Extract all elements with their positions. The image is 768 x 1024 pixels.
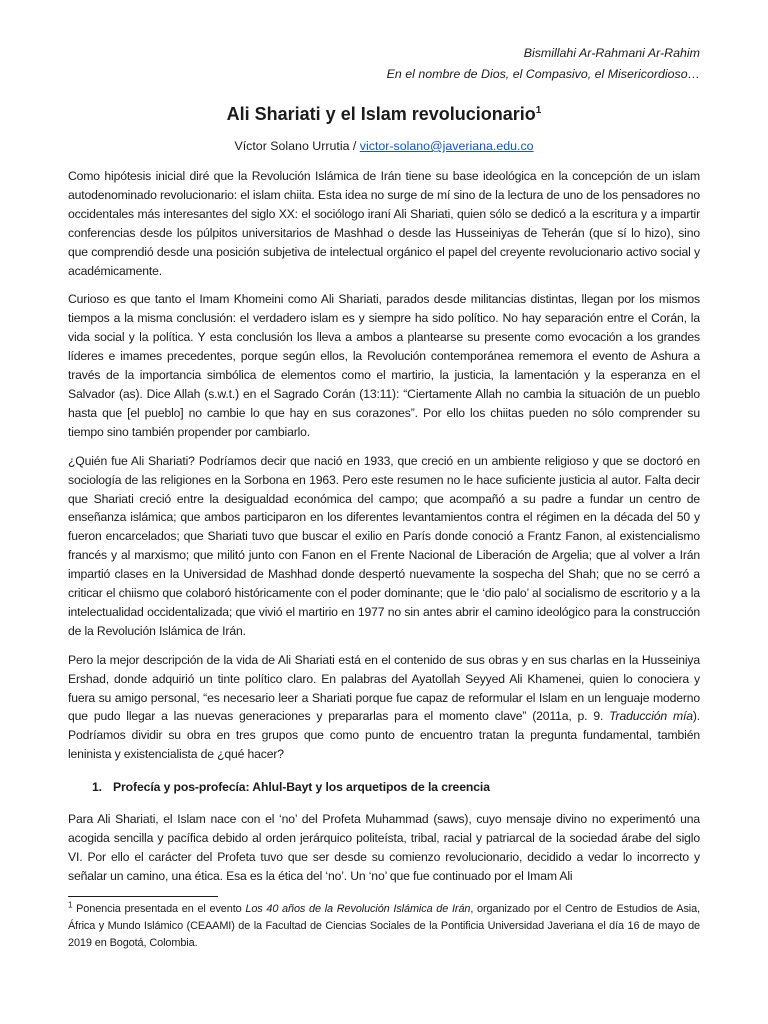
title-text: Ali Shariati y el Islam revolucionario [226,104,536,124]
section-title: Profecía y pos-profecía: Ahlul-Bayt y los arquetipos de la creencia [113,780,490,795]
paragraph-4-text: Pero la mejor descripción de la vida de Ali Shariati está en el contenido de sus obras y en sus charlas en la Husseiniya Ershad, donde adquirió un tinte político claro. En palabras del Ayatollah Seyyed Ali Khamenei, quien lo conociera y fuera su amigo personal, “es necesario leer a Shariati porque fue capaz de reformular el Islam en un lenguaje moderno que pudo llegar a las nuevas generaciones y prepararlas para el momento clave” (2011a, p. 9. [68,652,700,724]
footnote-event-title: Los 40 años de la Revolución Islámica de Irán [245,902,471,915]
section-number: 1. [92,780,102,795]
paragraph-4-text-end: ). Podríamos dividir su obra en tres grupos que como punto de encuentro tratan la pregunta fundamental, también leninista y existencialista de ¿qué hacer? [68,709,700,762]
paragraph-4-italic: Traducción mía [609,709,693,724]
invocation-arabic-line: Bismillahi Ar-Rahmani Ar-Rahim [523,46,700,60]
footnote-text: Ponencia presentada en el evento [72,902,246,915]
footnote [68,901,700,952]
footnote-number: 1 [68,900,73,910]
paragraph-5: Para Ali Shariati, el Islam nace con el ‘no’ del Profeta Muhammad (saws), cuyo mensaje divino no experimentó una acogida sencilla y pacífica debido al orden jerárquico politeísta, tribal, racial y patriarcal de la sociedad árabe del siglo VI. Por ello el carácter del Profeta tuvo que ser desde su comienzo revolucionario, decidido a vedar lo incorrecto y señalar un camino, una ética. Esa es la ética del ‘no’. Un ‘no’ que fue continuado por el Imam Ali [68,812,700,883]
section-heading [68,778,700,797]
author-email-link[interactable]: victor-solano@javeriana.edu.co [359,139,534,153]
footnote-text-end: , organizado por el Centro de Estudios de Asia, África y Mundo Islámico (CEAAMI) de la Facultad de Ciencias Sociales de la Pontificia Universidad Javeriana el día 16 de mayo de 2019 en Bogotá, Colombia. [68,902,701,949]
paragraph-1: Como hipótesis inicial diré que la Revolución Islámica de Irán tiene su base ideológica en la concepción de un islam autodenominado revolucionario: el islam chiita. Esta idea no surge de mí sino de la lectura de uno de los pensadores no occidentales más interesantes del siglo XX: el sociólogo iraní Ali Shariati, quien sólo se dedicó a la escritura y a impartir conferencias desde los púlpitos universitarios de Mashhad o desde las Husseiniyas de Teherán (que sí lo hizo), sino que comprendió desde una posición subjetiva de intelectual orgánico el papel del creyente revolucionario activo social y académicamente. [68,169,700,278]
paragraph-3: ¿Quién fue Ali Shariati? Podríamos decir que nació en 1933, que creció en un ambiente religioso y que se doctoró en sociología de las religiones en la Sorbona en 1963. Pero este resumen no le hace suficiente justicia al autor. Falta decir que Shariati creció entre la desigualdad económica del campo; que acompañó a su padre a fundar un centro de enseñanza islámica; que ambos participaron en los diferentes levantamientos contra el régimen en la década del 50 y fueron encarcelados; que Shariati tuvo que buscar el exilio en París donde conoció a Frantz Fanon, al existencialismo francés y al marxismo; que militó junto con Fanon en el Frente Nacional de Liberación de Argelia; que al volver a Irán impartió clases en la Universidad de Mashhad donde despertó nuevamente la sospecha del Shah; que no se cerró a criticar el chiismo que colaboró históricamente con el poder dominante; que le ‘dio palo’ al socialismo de escritorio y a la intelectualidad occidentalizada; que vivió el martirio en 1977 no sin antes abrir el camino ideológico para la construcción de la Revolución Islámica de Irán. [68,453,700,638]
footnote-separator [68,896,218,897]
invocation-spanish-line: En el nombre de Dios, el Compasivo, el Misericordioso… [386,67,700,81]
title-footnote-marker: 1 [535,105,542,116]
document-body [68,167,700,886]
paragraph-2: Curioso es que tanto el Imam Khomeini como Ali Shariati, parados desde militancias distintas, llegan por los mismos tiempos a la misma conclusión: el verdadero islam es y siempre ha sido político. No hay separación entre el Corán, la vida social y la política. Y esta conclusión los lleva a ambos a plantearse su presente como evocación a los grandes líderes e imames precedentes, porque según ellos, la Revolución contemporánea rememora el evento de Ashura a través de la importancia simbólica de elementos como el martirio, la justicia, la lamentación y la esperanza en el Salvador (as). Dice Allah (s.w.t.) en el Sagrado Corán (13:11): “Ciertamente Allah no cambia la situación de un pueblo hasta que [el pueblo] no cambie lo que hay en sus corazones”. Por ello los chiitas pueden no sólo comprender su tiempo sino también propender por cambiarlo. [68,292,700,439]
author-name: Víctor Solano Urrutia / [234,139,360,153]
document-content [68,43,700,952]
author-line [68,137,700,155]
document-title [68,102,700,126]
paragraph-4 [68,651,700,764]
invocation-header [68,43,700,85]
